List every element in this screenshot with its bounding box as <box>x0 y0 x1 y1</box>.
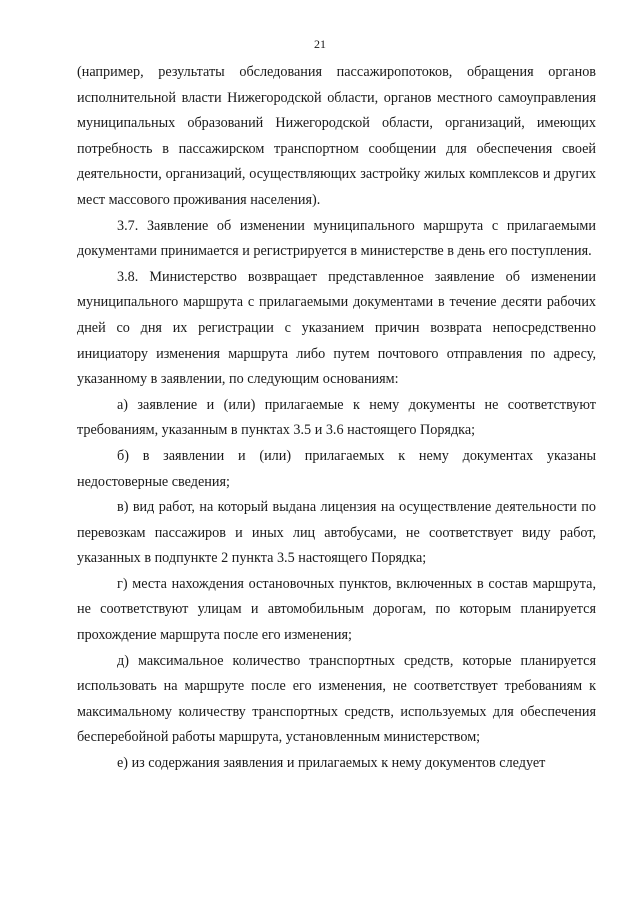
paragraph-continuation: (например, результаты обследования пассажиропотоков, обращения органов исполнительной власти Нижегородской области, органов местного самоуправления муниципальных образований Нижегородской области, организаций, имеющих потребность в пассажирском транспортном сообщении для обеспечения своей деятельности, организаций, осуществляющих застройку жилых комплексов и других мест массового проживания населения). <box>77 64 596 208</box>
page-number: 21 <box>314 37 326 51</box>
document-body <box>77 60 596 777</box>
paragraph-3-7: 3.7. Заявление об изменении муниципального маршрута с прилагаемыми документами принимается и регистрируется в министерстве в день его поступления. <box>77 217 596 260</box>
list-item-b: б) в заявлении и (или) прилагаемых к нему документах указаны недостоверные сведения; <box>77 447 596 490</box>
list-item-g: г) места нахождения остановочных пунктов, включенных в состав маршрута, не соответствуют улицам и автомобильным дорогам, по которым планируется прохождение маршрута после его изменения; <box>77 575 596 644</box>
paragraph-3-8: 3.8. Министерство возвращает представленное заявление об изменении муниципального маршрута с прилагаемыми документами в течение десяти рабочих дней со дня их регистрации с указанием причин возврата непосредственно инициатору изменения маршрута либо путем почтового отправления по адресу, указанному в заявлении, по следующим основаниям: <box>77 268 596 388</box>
list-item-d: д) максимальное количество транспортных средств, которые планируется использовать на маршруте после его изменения, не соответствует требованиям к максимальному количеству транспортных средств, используемых для обеспечения бесперебойной работы маршрута, установленным министерством; <box>77 652 596 746</box>
list-item-e: е) из содержания заявления и прилагаемых к нему документов следует <box>117 755 546 772</box>
list-item-v: в) вид работ, на который выдана лицензия на осуществление деятельности по перевозкам пассажиров и иных лиц автобусами, не соответствует виду работ, указанных в подпункте 2 пункта 3.5 настоящего Порядка; <box>77 499 596 567</box>
list-item-a: а) заявление и (или) прилагаемые к нему документы не соответствуют требованиям, указанным в пунктах 3.5 и 3.6 настоящего Порядка; <box>77 396 596 439</box>
